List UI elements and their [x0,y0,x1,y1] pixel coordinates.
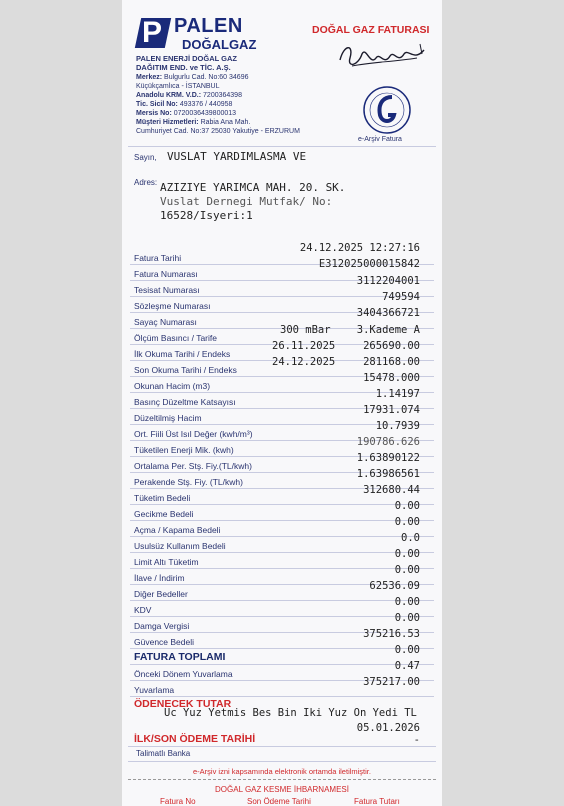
son-endeks-value: 281168.00 [363,356,420,368]
ilk-endeks-value: 265690.00 [363,340,420,352]
detail-row [130,536,434,553]
detail-row-label: Okunan Hacim (m3) [134,381,211,391]
sozlesme-no-value: 749594 [382,291,420,303]
customer-address-3: 16528/Isyeri:1 [160,209,253,222]
detail-row-label: Ölçüm Basıncı / Tarife [134,333,217,343]
trade-registry: Tic. Sicil No: 493376 / 440958 [136,101,233,108]
fatura-no-value: E312025000015842 [318,258,420,270]
ort-fiyat-value: 1.63890122 [356,452,420,464]
acma-value: 0.00 [394,516,420,528]
odenecek-amount-text: Uc Yuz Yetmis Bes Bin Iki Yuz On Yedi TL [164,707,417,719]
detail-row-label: Diğer Bedeller [134,589,188,599]
detail-row-label: Basınç Düzeltme Katsayısı [134,397,236,407]
basinc-value: 300 mBar [280,324,331,336]
duz-hacim-value: 17931.074 [363,404,420,416]
customer-address-2: Vuslat Dernegi Mutfak/ No: [160,195,333,208]
tuketim-value: 312680.44 [363,484,420,496]
odeme-tarihi-value: 05.01.2026 [356,722,420,734]
detail-row [130,504,434,521]
talimat-value: - [413,734,420,746]
detail-row-label: Gecikme Bedeli [134,509,194,519]
customer-address-1: AZIZIYE YARIMCA MAH. 20. SK. [160,181,346,194]
company-address-2: Küçükçamlıca - İSTANBUL [136,83,220,90]
company-name: PALEN ENERJİ DOĞAL GAZ [136,54,237,63]
adres-label: Adres: [134,178,158,187]
limit-value: 0.00 [394,548,420,560]
detail-row [130,552,434,569]
invoice-receipt [122,0,442,806]
katsayi-value: 1.14197 [375,388,420,400]
detail-row-label: Tesisat Numarası [134,285,200,295]
invoice-title: DOĞAL GAZ FATURASI [312,24,430,36]
talimat-divider [128,761,436,762]
sayin-label: Sayın, [134,153,157,162]
palen-logo-letter-icon: P [142,16,163,49]
company-address: Merkez: Bulgurlu Cad. No:60 34696 [136,74,249,81]
detail-row-label: Açma / Kapama Bedeli [134,525,221,535]
mersis-no: Mersis No: 0720036439800013 [136,110,237,117]
detail-row-label: Önceki Dönem Yuvarlama [134,669,233,679]
detail-row [130,648,434,665]
damga-value: 0.00 [394,612,420,624]
odeme-tarihi-label: İLK/SON ÖDEME TARİHİ [134,733,256,745]
detail-row-label: Tüketim Bedeli [134,493,191,503]
detail-row-label: KDV [134,605,152,615]
toplam-value: 0.00 [394,644,420,656]
earsiv-label: e-Arşiv Fatura [358,136,402,143]
detail-row-label: Limit Altı Tüketim [134,557,199,567]
onceki-value: 0.47 [394,660,420,672]
diger-value: 62536.09 [369,580,420,592]
brand-name: PALEN [174,15,243,37]
detail-row-label: Perakende Stş. Fiy. (TL/kwh) [134,477,243,487]
cut-line [128,779,436,780]
fatura-tarihi-value: 24.12.2025 12:27:16 [299,242,420,254]
header-divider [128,146,436,147]
usulsuz-value: 0.0 [401,532,420,544]
yuvarlama-value: 375217.00 [363,676,420,688]
talimat-label: Talimatlı Banka [136,749,191,758]
detail-row-label: Düzeltilmiş Hacim [134,413,202,423]
tarife-value: 3.Kademe A [356,324,420,336]
enerji-value: 190786.626 [356,436,420,448]
detail-row-label: Ortalama Per. Stş. Fiy.(TL/kwh) [134,461,252,471]
odenecek-label: ÖDENECEK TUTAR [134,698,232,710]
gecikme-value: 0.00 [394,500,420,512]
kesme-title: DOĞAL GAZ KESME İHBARNAMESİ [215,785,349,794]
tax-office: Anadolu KRM. V.D.: 7200364398 [136,92,242,99]
earsiv-note: e-Arşiv izni kapsamında elektronik ortamda iletilmiştir. [193,767,371,776]
detail-row-label: Tüketilen Enerji Mik. (kwh) [134,445,234,455]
detail-row-label: Son Okuma Tarihi / Endeks [134,365,237,375]
detail-row-label: FATURA TOPLAMI [134,651,226,663]
kesme-col-fatura-tutari: Fatura Tutarı [354,797,400,806]
detail-row-label: Fatura Numarası [134,269,198,279]
detail-row-label: Sözleşme Numarası [134,301,211,311]
son-tarih-value: 24.12.2025 [272,356,336,368]
kesme-col-fatura-no: Fatura No [160,797,196,806]
detail-row-label: Yuvarlama [134,685,175,695]
detail-row-label: Güvence Bedeli [134,637,195,647]
guvence-value: 375216.53 [363,628,420,640]
detail-row-label: Sayaç Numarası [134,317,197,327]
brand-subname: DOĞALGAZ [182,37,257,52]
detail-row [130,600,434,617]
gib-seal-icon [362,85,412,135]
detail-row-label: Fatura Tarihi [134,253,182,263]
customer-service-address: Cumhuriyet Cad. No:37 25030 Yakutiye - ERZURUM [136,128,300,135]
kdv-value: 0.00 [394,596,420,608]
detail-row-label: Usulsüz Kullanım Bedeli [134,541,226,551]
tesisat-no-value: 3112204001 [356,275,420,287]
company-name-2: DAĞITIM END. ve TİC. A.Ş. [136,63,231,72]
detail-row-label: İlk Okuma Tarihi / Endeks [134,349,231,359]
ilk-tarih-value: 26.11.2025 [272,340,336,352]
isil-deger-value: 10.7939 [375,420,420,432]
detail-row-label: Ort. Fiili Üst Isıl Değer (kwh/m³) [134,429,253,439]
signature-icon [332,36,432,76]
detail-row-label: Damga Vergisi [134,621,190,631]
detail-row-label: İlave / İndirim [134,573,185,583]
kesme-col-son-odeme: Son Ödeme Tarihi [247,797,311,806]
okunan-hacim-value: 15478.000 [363,372,420,384]
detail-row [130,520,434,537]
ilave-value: 0.00 [394,564,420,576]
payment-divider [128,746,436,747]
customer-name: VUSLAT YARDIMLASMA VE [167,150,307,163]
customer-service: Müşteri Hizmetleri: Rabia Ana Mah. [136,119,251,126]
sayac-no-value: 3404366721 [356,307,420,319]
perakende-value: 1.63986561 [356,468,420,480]
